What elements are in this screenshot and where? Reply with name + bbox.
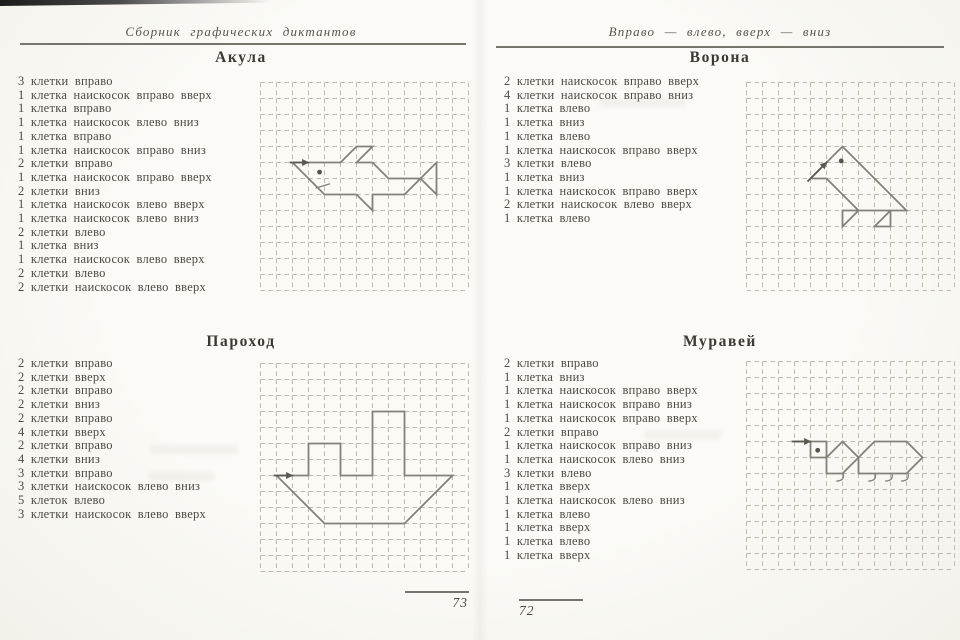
instruction-line: 3 клетки вправо bbox=[18, 74, 113, 88]
instruction-line: 4 клетки вниз bbox=[18, 451, 101, 466]
crow-grid-drawing bbox=[746, 82, 955, 291]
ant-leg bbox=[901, 474, 908, 482]
grid-lines bbox=[747, 83, 955, 291]
running-head-rule bbox=[20, 43, 466, 45]
instruction-line: 1 клетка наискосок вправо вверх bbox=[18, 169, 212, 184]
ant-grid-drawing bbox=[746, 361, 955, 570]
mouth-line bbox=[316, 184, 330, 188]
steamboat-grid-drawing bbox=[260, 363, 469, 572]
instruction-line: 4 клетки вверх bbox=[18, 424, 106, 439]
instruction-line: 1 клетка влево bbox=[504, 506, 591, 521]
instruction-line: 1 клетка вниз bbox=[504, 369, 585, 384]
scan-edge-artifact bbox=[0, 0, 340, 6]
instruction-line: 1 клетка наискосок влево вверх bbox=[18, 197, 205, 212]
instruction-line: 1 клетка наискосок вправо вверх bbox=[504, 410, 698, 425]
instruction-line: 2 клетки вправо bbox=[18, 383, 113, 398]
instruction-line: 1 клетка вправо bbox=[18, 128, 112, 143]
running-head: Вправо — влево, вверх — вниз bbox=[608, 24, 832, 39]
page-left bbox=[12, 16, 470, 626]
instruction-line: 5 клеток влево bbox=[18, 493, 106, 508]
instruction-line: 1 клетка наискосок влево вниз bbox=[504, 493, 685, 508]
instruction-line: 1 клетка наискосок вправо вверх bbox=[18, 87, 212, 102]
instruction-line: 1 клетка наискосок влево вверх bbox=[18, 252, 205, 267]
instruction-line: 2 клетки наискосок влево вверх bbox=[18, 279, 207, 294]
eye-dot bbox=[839, 159, 844, 164]
instruction-line: 2 клетки влево bbox=[18, 265, 106, 280]
instruction-line: 1 клетка вправо bbox=[18, 101, 112, 116]
instruction-list-ant bbox=[504, 357, 746, 563]
instruction-line: 2 клетки влево bbox=[18, 224, 106, 239]
page-right bbox=[488, 16, 952, 626]
instruction-line: 1 клетка влево bbox=[504, 128, 591, 143]
instruction-line: 1 клетка влево bbox=[504, 211, 591, 226]
shark-grid-drawing bbox=[260, 82, 469, 291]
instruction-line: 1 клетка наискосок влево вниз bbox=[18, 115, 199, 130]
instruction-line: 1 клетка вниз bbox=[18, 238, 99, 253]
instruction-line: 1 клетка вверх bbox=[504, 479, 591, 494]
instruction-line: 3 клетки наискосок влево вверх bbox=[18, 506, 207, 521]
instruction-line: 2 клетки вправо bbox=[18, 410, 113, 425]
section-title-ant: Муравей bbox=[683, 333, 757, 350]
instruction-line: 2 клетки наискосок влево вверх bbox=[504, 197, 693, 212]
instruction-line: 1 клетка наискосок влево вниз bbox=[18, 211, 199, 226]
instruction-line: 1 клетка вверх bbox=[504, 547, 591, 562]
page-number: 72 bbox=[519, 603, 535, 618]
instruction-line: 4 клетки наискосок вправо вниз bbox=[504, 87, 694, 102]
instruction-line: 3 клетки влево bbox=[504, 156, 592, 171]
section-title-shark: Акула bbox=[215, 49, 267, 66]
figure-outline bbox=[277, 412, 453, 524]
page-number-rule bbox=[519, 599, 583, 601]
instruction-line: 2 клетки вправо bbox=[504, 424, 599, 439]
instruction-list-steamboat bbox=[18, 357, 260, 521]
page-gutter-shadow bbox=[472, 0, 488, 640]
running-head: Сборник графических диктантов bbox=[125, 24, 357, 39]
instruction-line: 1 клетка наискосок вправо вверх bbox=[504, 142, 698, 157]
instruction-line: 1 клетка вниз bbox=[504, 169, 585, 184]
instruction-line: 3 клетки вправо bbox=[18, 465, 113, 480]
page-number: 73 bbox=[452, 595, 468, 610]
instruction-line: 2 клетки вниз bbox=[18, 397, 101, 412]
instruction-line: 2 клетки вниз bbox=[18, 183, 101, 198]
instruction-line: 1 клетка влево bbox=[504, 534, 591, 549]
instruction-line: 1 клетка вверх bbox=[504, 520, 591, 535]
instruction-line: 2 клетки вправо bbox=[18, 438, 113, 453]
running-head-rule bbox=[496, 46, 944, 48]
page-number-rule bbox=[405, 591, 469, 593]
instruction-line: 3 клетки влево bbox=[504, 465, 592, 480]
instruction-line: 1 клетка наискосок вправо вниз bbox=[504, 397, 693, 412]
instruction-line: 1 клетка наискосок влево вниз bbox=[504, 451, 685, 466]
instruction-line: 1 клетка наискосок вправо вниз bbox=[18, 142, 207, 157]
instruction-list-shark bbox=[18, 75, 260, 294]
instruction-line: 2 клетки наискосок вправо вверх bbox=[504, 74, 700, 88]
instruction-line: 2 клетки вверх bbox=[18, 369, 106, 384]
instruction-line: 2 клетки вправо bbox=[18, 356, 113, 370]
section-title-steamboat: Пароход bbox=[206, 333, 276, 350]
section-title-crow: Ворона bbox=[689, 49, 751, 66]
instruction-line: 1 клетка вниз bbox=[504, 115, 585, 130]
instruction-line: 3 клетки наискосок влево вниз bbox=[18, 479, 201, 494]
instruction-line: 1 клетка влево bbox=[504, 101, 591, 116]
instruction-line: 2 клетки вправо bbox=[504, 356, 599, 370]
instruction-list-crow bbox=[504, 75, 746, 226]
instruction-line: 1 клетка наискосок вправо вниз bbox=[504, 438, 693, 453]
figure-outline bbox=[795, 442, 923, 474]
ant-leg bbox=[885, 474, 892, 482]
instruction-line: 1 клетка наискосок вправо вверх bbox=[504, 183, 698, 198]
instruction-line: 1 клетка наискосок вправо вверх bbox=[504, 383, 698, 398]
instruction-line: 2 клетки вправо bbox=[18, 156, 113, 171]
eye-dot bbox=[317, 170, 322, 175]
eye-dot bbox=[815, 448, 820, 453]
grid-lines bbox=[261, 364, 469, 572]
